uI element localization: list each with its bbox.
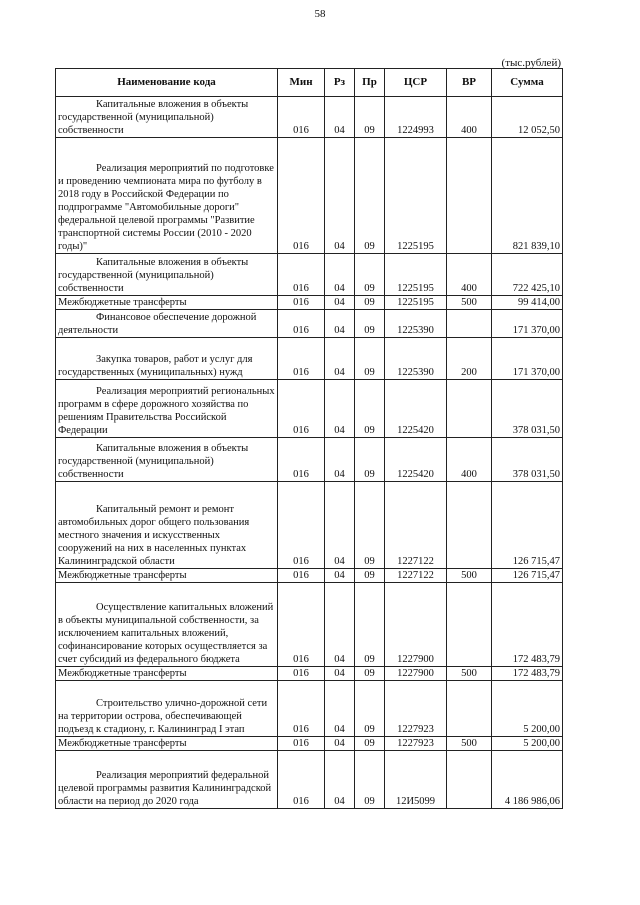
row-min: 016 [278, 681, 325, 737]
row-name: Реализация мероприятий региональных программ в сфере дорожного хозяйства по решениям Правительства Российской Федерации [56, 380, 278, 438]
row-min: 016 [278, 138, 325, 254]
row-name: Межбюджетные трансферты [56, 569, 278, 583]
row-csr: 1227900 [385, 667, 447, 681]
row-min: 016 [278, 737, 325, 751]
header-pr: Пр [355, 69, 385, 97]
row-vr: 500 [447, 737, 492, 751]
row-vr [447, 310, 492, 338]
row-pr: 09 [355, 667, 385, 681]
row-name: Капитальные вложения в объекты государственной (муниципальной) собственности [56, 438, 278, 482]
row-rz: 04 [325, 667, 355, 681]
row-sum: 99 414,00 [492, 296, 563, 310]
header-name: Наименование кода [56, 69, 278, 97]
row-sum: 4 186 986,06 [492, 751, 563, 809]
row-min: 016 [278, 97, 325, 138]
row-min: 016 [278, 482, 325, 569]
row-pr: 09 [355, 97, 385, 138]
row-sum: 171 370,00 [492, 310, 563, 338]
row-sum: 5 200,00 [492, 681, 563, 737]
row-pr: 09 [355, 681, 385, 737]
row-sum: 171 370,00 [492, 338, 563, 380]
row-csr: 1225195 [385, 254, 447, 296]
row-sum: 172 483,79 [492, 667, 563, 681]
row-vr [447, 138, 492, 254]
row-name: Закупка товаров, работ и услуг для государственных (муниципальных) нужд [56, 338, 278, 380]
row-sum: 172 483,79 [492, 583, 563, 667]
row-csr: 1227900 [385, 583, 447, 667]
row-rz: 04 [325, 737, 355, 751]
row-csr: 1225195 [385, 138, 447, 254]
table-row [56, 138, 563, 254]
row-csr: 1227122 [385, 569, 447, 583]
row-sum: 722 425,10 [492, 254, 563, 296]
row-vr: 200 [447, 338, 492, 380]
row-rz: 04 [325, 751, 355, 809]
row-vr [447, 482, 492, 569]
row-name: Капитальный ремонт и ремонт автомобильных дорог общего пользования местного значения и искусственных сооружений на них в населенных пунктах Калининградской области [56, 482, 278, 569]
row-vr [447, 681, 492, 737]
header-min: Мин [278, 69, 325, 97]
row-min: 016 [278, 583, 325, 667]
row-min: 016 [278, 380, 325, 438]
table-row [56, 569, 563, 583]
row-min: 016 [278, 310, 325, 338]
row-rz: 04 [325, 438, 355, 482]
row-rz: 04 [325, 583, 355, 667]
row-pr: 09 [355, 737, 385, 751]
row-sum: 126 715,47 [492, 569, 563, 583]
row-csr: 1227923 [385, 681, 447, 737]
table-header-row [56, 69, 563, 97]
row-pr: 09 [355, 751, 385, 809]
row-rz: 04 [325, 296, 355, 310]
row-vr: 400 [447, 438, 492, 482]
table-row [56, 583, 563, 667]
row-name: Реализация мероприятий федеральной целевой программы развития Калининградской области на период до 2020 года [56, 751, 278, 809]
row-sum: 12 052,50 [492, 97, 563, 138]
row-min: 016 [278, 569, 325, 583]
row-pr: 09 [355, 338, 385, 380]
row-csr: 1227122 [385, 482, 447, 569]
row-pr: 09 [355, 569, 385, 583]
row-sum: 126 715,47 [492, 482, 563, 569]
row-rz: 04 [325, 254, 355, 296]
table-row [56, 254, 563, 296]
row-rz: 04 [325, 569, 355, 583]
row-vr: 400 [447, 254, 492, 296]
units-note: (тыс.рублей) [501, 57, 561, 69]
row-csr: 1224993 [385, 97, 447, 138]
table-row [56, 482, 563, 569]
row-pr: 09 [355, 438, 385, 482]
row-vr: 400 [447, 97, 492, 138]
row-csr: 1225420 [385, 380, 447, 438]
row-min: 016 [278, 751, 325, 809]
row-pr: 09 [355, 310, 385, 338]
table-row [56, 438, 563, 482]
row-rz: 04 [325, 97, 355, 138]
row-sum: 378 031,50 [492, 438, 563, 482]
row-pr: 09 [355, 380, 385, 438]
table-row [56, 97, 563, 138]
row-sum: 5 200,00 [492, 737, 563, 751]
row-csr: 1225390 [385, 310, 447, 338]
table-row [56, 737, 563, 751]
row-csr: 1225195 [385, 296, 447, 310]
header-rz: Рз [325, 69, 355, 97]
row-pr: 09 [355, 254, 385, 296]
row-name: Реализация мероприятий по подготовке и проведению чемпионата мира по футболу в 2018 году в Российской Федерации по подпрограмме "Автомобильные дороги" федеральной целевой программы "Развитие транспортной системы России (2010 - 2020 годы)" [56, 138, 278, 254]
row-rz: 04 [325, 482, 355, 569]
row-pr: 09 [355, 482, 385, 569]
row-csr: 1225420 [385, 438, 447, 482]
row-rz: 04 [325, 138, 355, 254]
page-number: 58 [314, 8, 326, 20]
row-sum: 378 031,50 [492, 380, 563, 438]
row-rz: 04 [325, 338, 355, 380]
row-vr: 500 [447, 296, 492, 310]
row-name: Строительство улично-дорожной сети на территории острова, обеспечивающей подъезд к стадиону, г. Калининград I этап [56, 681, 278, 737]
row-name: Межбюджетные трансферты [56, 737, 278, 751]
row-vr: 500 [447, 569, 492, 583]
row-pr: 09 [355, 138, 385, 254]
row-name: Капитальные вложения в объекты государственной (муниципальной) собственности [56, 97, 278, 138]
row-min: 016 [278, 296, 325, 310]
row-min: 016 [278, 254, 325, 296]
row-vr [447, 751, 492, 809]
table-row [56, 667, 563, 681]
table-row [56, 296, 563, 310]
row-vr [447, 380, 492, 438]
row-min: 016 [278, 438, 325, 482]
table-row [56, 310, 563, 338]
row-sum: 821 839,10 [492, 138, 563, 254]
table-row [56, 338, 563, 380]
row-name: Финансовое обеспечение дорожной деятельности [56, 310, 278, 338]
row-csr: 1227923 [385, 737, 447, 751]
row-csr: 12И5099 [385, 751, 447, 809]
header-vr: ВР [447, 69, 492, 97]
row-name: Осуществление капитальных вложений в объекты муниципальной собственности, за исключением капитальных вложений, софинансирование которых осуществляется за счет субсидий из федерального бюджета [56, 583, 278, 667]
table-row [56, 681, 563, 737]
row-vr: 500 [447, 667, 492, 681]
row-name: Межбюджетные трансферты [56, 667, 278, 681]
table-row [56, 751, 563, 809]
row-vr [447, 583, 492, 667]
row-min: 016 [278, 667, 325, 681]
row-pr: 09 [355, 583, 385, 667]
table-row [56, 380, 563, 438]
header-sum: Сумма [492, 69, 563, 97]
header-csr: ЦСР [385, 69, 447, 97]
row-name: Межбюджетные трансферты [56, 296, 278, 310]
row-name: Капитальные вложения в объекты государственной (муниципальной) собственности [56, 254, 278, 296]
row-min: 016 [278, 338, 325, 380]
row-rz: 04 [325, 310, 355, 338]
budget-table [55, 68, 563, 809]
row-pr: 09 [355, 296, 385, 310]
row-rz: 04 [325, 380, 355, 438]
row-csr: 1225390 [385, 338, 447, 380]
row-rz: 04 [325, 681, 355, 737]
